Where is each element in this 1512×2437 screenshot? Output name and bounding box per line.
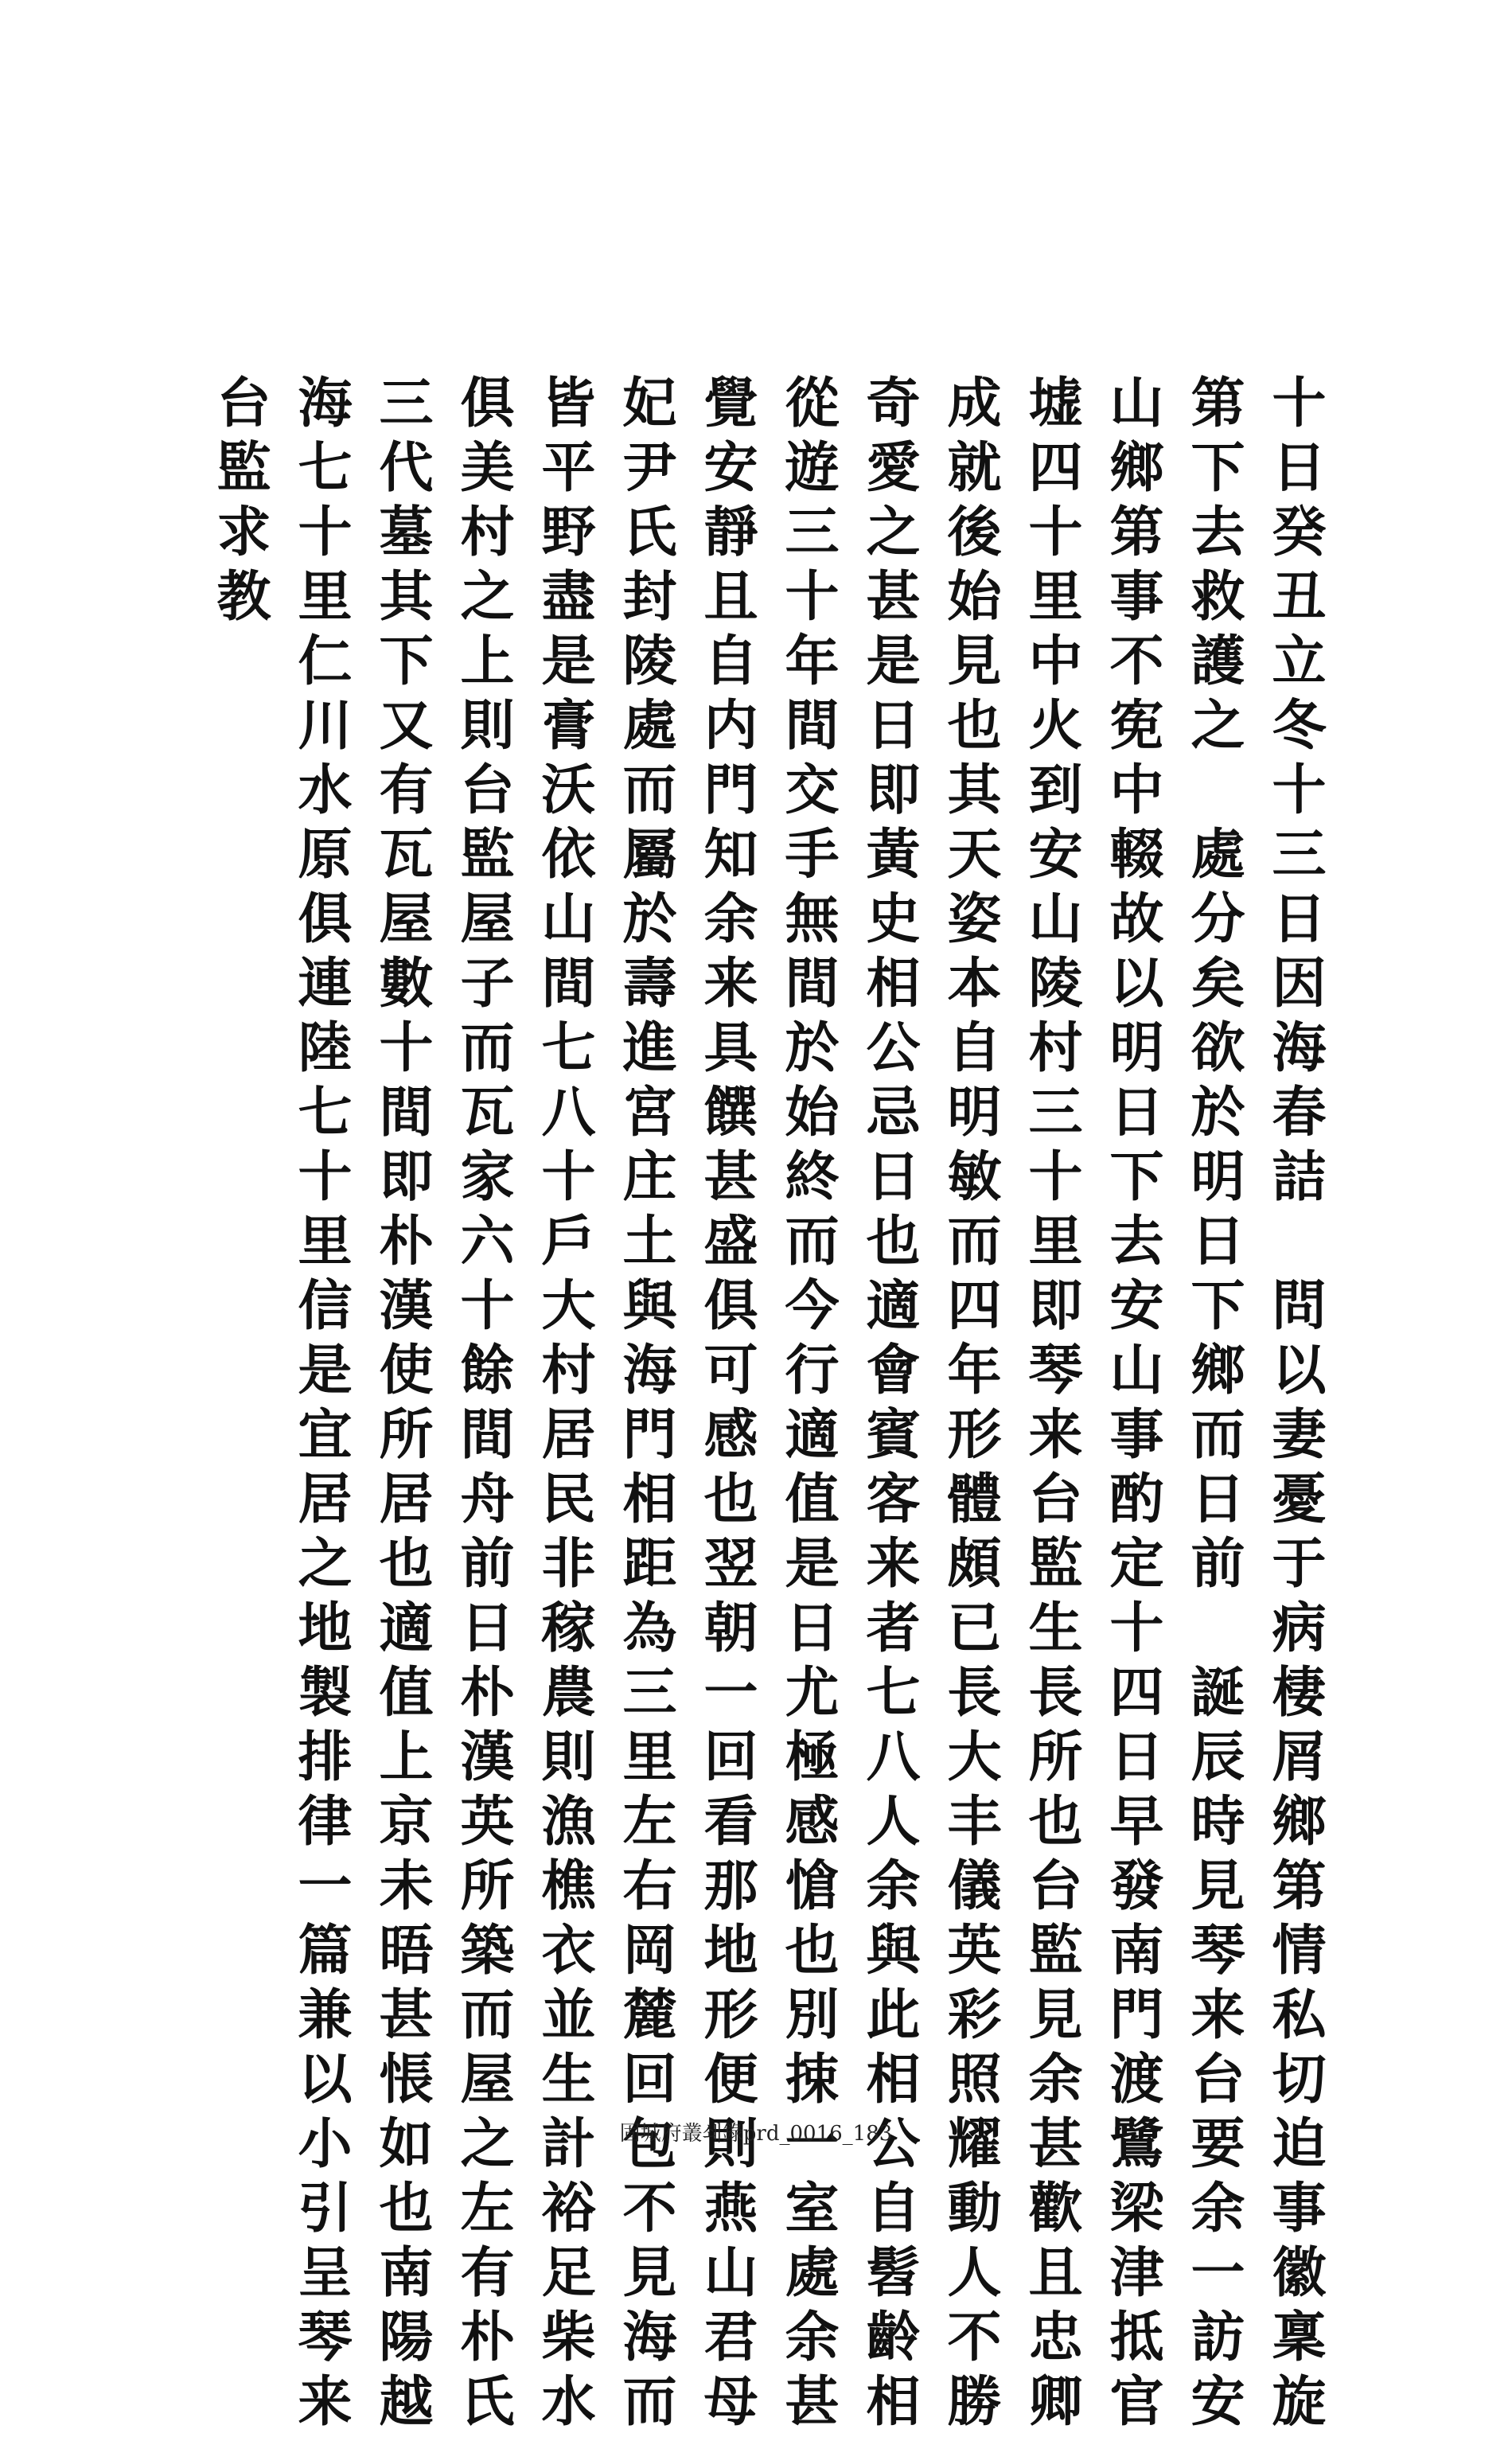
text-column: 山鄉第事不𡨚中輟故以明日下去安山事酌定十四日早發南門渡鷺梁津抵官 [1101, 374, 1164, 2437]
text-column: 妃尹氏封陵處而屬於壽進宮庄土與海門相距為三里左右岡麓回包不見海而 [614, 374, 677, 2437]
text-column: 海七十里仁川水原俱連陸七十里信是宜居之地製排律一篇兼以小引呈琴来 [289, 374, 353, 2437]
text-column: 俱美村之上則台監屋子而瓦家六十餘間舟前日朴漢英所築而屋之左有朴氏 [451, 374, 515, 2437]
page-footer-caption: 固城府叢쇄錄prd_0016_183 [619, 2122, 893, 2146]
text-column: 從遊三十年間交手無間於始終而今行適值是日尤極感愴也別捒一室處余甚 [776, 374, 840, 2437]
text-column: 十日癸丑立冬十三日因海春詰 問以妻憂于病棲屑鄉第情私切迫事徽稟旋 [1263, 374, 1327, 2437]
text-column: 台監求教 [208, 374, 271, 632]
text-column: 第下去救護之 處分矣欲於明日下鄉而日前 誕辰時見琴来台要余一訪安 [1182, 374, 1245, 2437]
text-column: 墟四十里中火到安山陵村三十里即琴来台監生長所也台監見余甚歡且忠卿 [1019, 374, 1083, 2437]
text-column: 三代墓其下又有瓦屋數十間即朴漢使所居也適值上京未晤甚悵如也南陽越 [370, 374, 434, 2437]
text-column: 奇愛之甚是日即黃史相公忌日也適會賓客来者七八人余與此相公自髫齡相 [857, 374, 921, 2437]
text-column: 覺安靜且自内門知余来具饌甚盛俱可感也翌朝一回看那地形便則燕山君母 [695, 374, 758, 2437]
text-column: 成就後始見也其天姿本自明敏而四年形體頗已長大丰儀英彩照耀動人不勝 [938, 374, 1002, 2437]
text-column: 皆平野盡是膏沃依山間七八十戶大村居民非稼農則漁樵衣並生計裕足柴水 [532, 374, 596, 2437]
